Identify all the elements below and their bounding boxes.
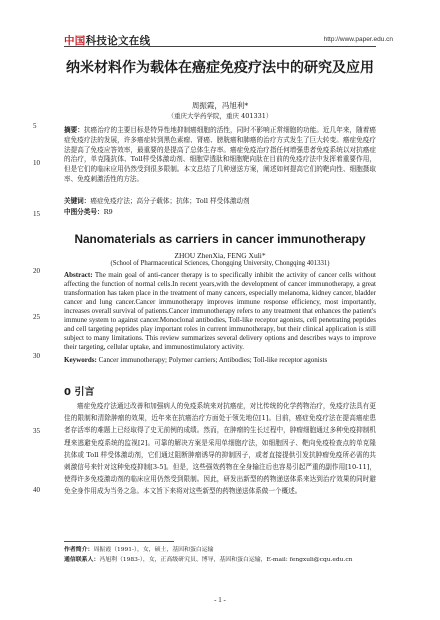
keywords-zh: 关键词：癌症免疫疗法；高分子载体；抗体；Toll 样受体激动剂 [64, 197, 250, 205]
page-header [0, 0, 440, 47]
page-number: - 1 - [214, 596, 226, 604]
header-rule [64, 46, 376, 47]
line-number: 10 [33, 159, 40, 167]
title-en: Nanomaterials as carriers in cancer immunotherapy [74, 232, 366, 246]
journal-logo: 中国科技论文在线 [64, 35, 151, 47]
clc-zh: 中图分类号：R9 [64, 208, 113, 216]
line-number: 35 [33, 427, 40, 435]
line-number: 15 [33, 210, 40, 218]
authors-en: ZHOU ZhenXia, FENG Xuli* [174, 251, 266, 260]
intro-paragraph: 癌症免疫疗法通过改善和加强病人的免疫系统来对抗癌症，对比传统的化学药物治疗，免疫疗法具有更佳的限制和清除肿瘤的效果，近年来在抗癌治疗方面处于领先地位[1]。目前，癌症免疫疗法在提高癌症患者存活率的难题上已经取得了史无前例的成绩。然而，在肿瘤的生长过程中，肿瘤细胞通过多种免疫抑制机理来逃避免疫系统的监视[2]。可靠的解决方案是采用单细胞疗法，如细胞因子、靶向免疫检查点的单克隆抗体或 Toll 样受体激动剂，它们通过阻断肿瘤诱导的抑制因子，或者直接提供引发抗肿瘤免疫所必需的共刺激信号来针对这种免疫抑制[3-5]。但是，这些强效药物在全身输注后也容易引起严重的副作用[10-11]，使得许多免疫激动剂的临床应用仍然受到限制。因此，研发出新型的药物递送体系来达到治疗效果的同时避免全身作用成为当务之急。本文旨下来将对这些新型的药物递送体系做一个概述。 [64, 402, 376, 496]
footnote-correspondence: 通信联系人：冯旭利（1983-），女，正高级研究员、博导，基因和蛋白运输，E-mail: fengxuli@cqu.edu.cn [64, 556, 353, 563]
line-number: 40 [33, 486, 40, 494]
line-number: 20 [33, 267, 40, 275]
section-heading: 0 引言 [64, 387, 95, 398]
title-zh: 纳米材料作为载体在癌症免疫疗法中的研究及应用 [66, 60, 374, 76]
authors-zh: 周振霞，冯旭利* [191, 101, 249, 110]
line-number: 30 [33, 352, 40, 360]
abstract-zh: 摘要：抗癌治疗的主要目标是特异性地抑制癌细胞的活性，同时不影响正常细胞的功能。近几年来，随着癌症免疫疗法的发展，许多癌症转到黑色素瘤、肾癌、膀胱癌和肺癌的治疗方式发生了巨大转变。癌症免疫疗法提高了免疫应答效率，最重要的是提高了总体生存率。癌症免疫治疗指任何增强患者免疫系统以对抗癌症的治疗，单克隆抗体、Toll样受体激动剂、细胞穿透肽和细胞靶向肽在目前的免疫疗法中发挥着重要作用，但是它们的临床应用仍然受到很多限制。本文总结了几种递送方案，阐述如何提高它们的靶向性、细胞摄取率、免疫刺激活性的方法。 [64, 126, 377, 183]
footnote-author: 作者简介：周振霞（1991-），女，硕士，基因和蛋白运输 [64, 546, 214, 553]
footnote-rule [64, 541, 174, 542]
line-number: 25 [33, 313, 40, 321]
line-number: 5 [33, 122, 37, 130]
header-url[interactable]: http://www.paper.edu.cn [323, 36, 393, 43]
keywords-en: Keywords: Cancer immunotherapy; Polymer carriers; Antibodies; Toll-like receptor agonists [64, 356, 328, 364]
affiliation-en: (School of Pharmaceutical Sciences, Chongqing University, Chongqing 401331) [110, 260, 330, 267]
affiliation-zh: （重庆大学药学院，重庆 401331） [167, 112, 273, 120]
abstract-en: Abstract: The main goal of anti-cancer therapy is to specifically inhibit the activity of cancer cells without affecting the function of normal cells.In recent years,with the development of cancer immunotherapy, a great transformation has taken place in the treatment of many cancers, especially melanoma, kidney cancer, bladder cancer and lung cancer.Cancer immunotherapy improves immune response efficiency, most importantly, increases overall survival of patients.Cancer immunotherapy refers to any treatment that enhances the patient's immune system to against cancer.Monoclonal antibodies, Toll-like receptor agonists, cell penetrating peptides and cell targeting peptides play important roles in current immunotherapy, but their clinical application is still subject to many limitations. This review summarizes several delivery options and describes ways to improve their targeting, cellular uptake, and immunostimulatory activity. [64, 271, 376, 352]
